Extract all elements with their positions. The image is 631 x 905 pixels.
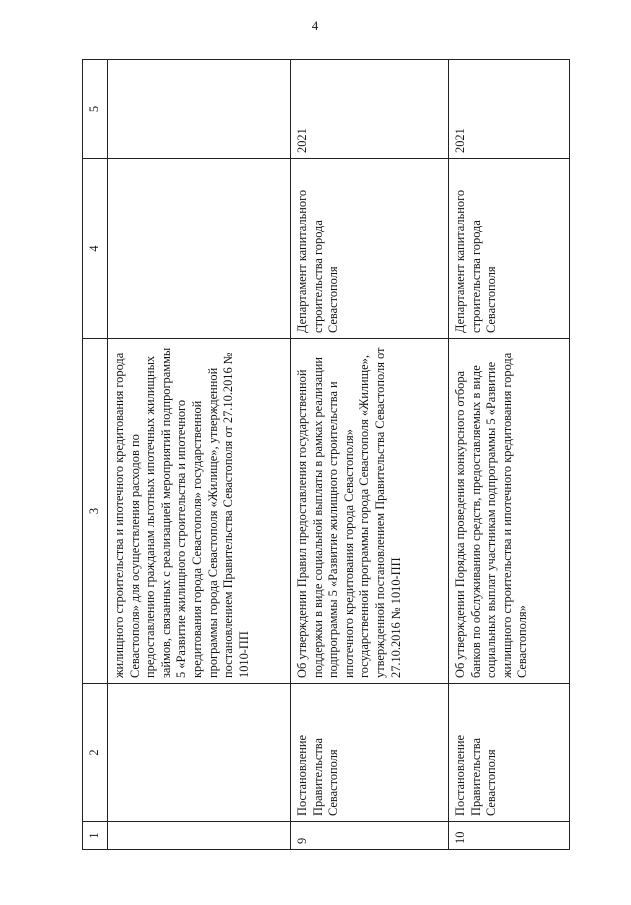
column-header: 4 bbox=[83, 159, 108, 339]
column-header: 1 bbox=[83, 822, 108, 850]
measures-table bbox=[82, 59, 570, 850]
responsible-cell: Департамент капитального строительства города Севастополя bbox=[449, 159, 570, 339]
column-header: 3 bbox=[83, 339, 108, 684]
row-number-cell bbox=[108, 822, 291, 850]
column-header: 5 bbox=[83, 60, 108, 159]
responsible-cell bbox=[108, 159, 291, 339]
column-header: 2 bbox=[83, 684, 108, 822]
year-cell bbox=[108, 60, 291, 159]
document-type-cell: Постановление Правительства Севастополя bbox=[291, 684, 449, 822]
table-row bbox=[291, 60, 449, 850]
document-type-cell bbox=[108, 684, 291, 822]
rotated-table-container bbox=[82, 60, 549, 850]
document-title-cell: Об утверждении Порядка проведения конкурсного отбора банков по обслуживанию средств, предоставляемых в виде социальных выплат участникам подпрограммы 5 «Развитие жилищного строительства и ипотечного кредитования города Севастополя» bbox=[449, 339, 570, 684]
table-row bbox=[108, 60, 291, 850]
year-cell: 2021 bbox=[291, 60, 449, 159]
table-header-row bbox=[83, 60, 108, 850]
year-cell: 2021 bbox=[449, 60, 570, 159]
row-number-cell: 10 bbox=[449, 822, 570, 850]
document-type-cell: Постановление Правительства Севастополя bbox=[449, 684, 570, 822]
table-row bbox=[449, 60, 570, 850]
document-title-cell: Об утверждении Правил предоставления государственной поддержки в виде социальной выплаты в рамках реализации подпрограммы 5 «Развитие жилищного строительства и ипотечного кредитования города Севастополя» государственной программы города Севастополя «Жилище», утвержденной постановлением Правительства Севастополя от 27.10.2016 № 1010-ПП bbox=[291, 339, 449, 684]
responsible-cell: Департамент капитального строительства города Севастополя bbox=[291, 159, 449, 339]
row-number-cell: 9 bbox=[291, 822, 449, 850]
page-number: 4 bbox=[311, 18, 319, 33]
document-title-cell: жилищного строительства и ипотечного кредитования города Севастополя» для осуществления расходов по предоставлению гражданам льготных ипотечных жилищных займов, связанных с реализацией мероприятий подпрограммы 5 «Развитие жилищного строительства и ипотечного кредитования города Севастополя» государственной программы города Севастополя «Жилище», утвержденной постановлением Правительства Севастополя от 27.10.2016 № 1010-ПП bbox=[108, 339, 291, 684]
